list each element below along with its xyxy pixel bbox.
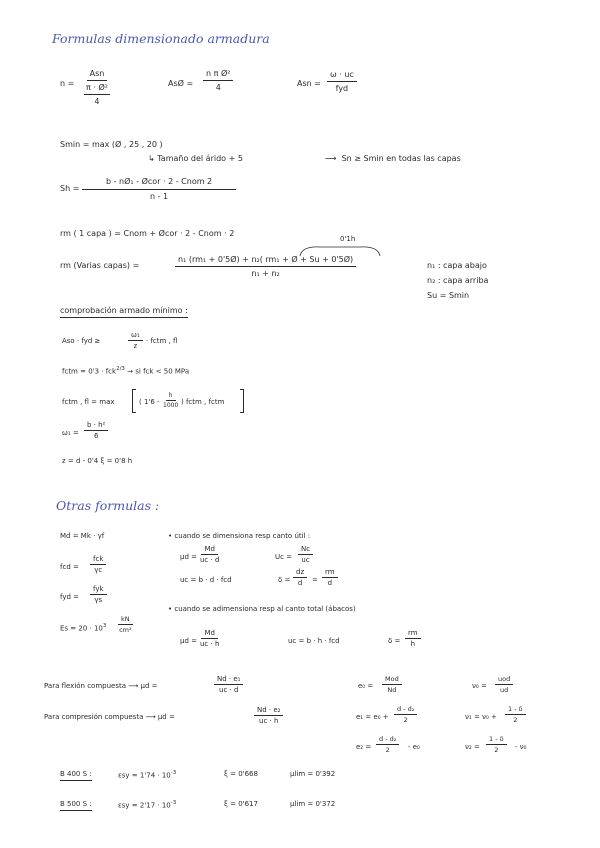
flex-l2-lhs: Para compresión compuesta ⟶ μd = (44, 713, 175, 721)
flex-l1-lhs: Para flexión compuesta ⟶ μd = (44, 682, 158, 690)
v0-fraction (495, 676, 513, 693)
md-eq: Md = Mk · γf (60, 532, 105, 540)
n-den-bottom: 4 (94, 97, 100, 106)
rm-multi-numerator: n₁ (rm₁ + 0'5Ø) + n₂( rm₁ + Ø + Su + 0'5Ø) (175, 256, 356, 267)
b500-label: B 500 S : (60, 801, 92, 811)
ud2-fraction (200, 630, 219, 648)
e2-rhs: - e₀ (408, 743, 420, 751)
v1-fraction (505, 706, 526, 723)
b500-eps (118, 801, 176, 809)
b500-eps-text: εsy = 2'17 · 10 (118, 801, 171, 810)
es-eq (60, 624, 106, 632)
ud-fraction (200, 546, 219, 564)
comp-l1-fraction (128, 332, 143, 350)
comp-l3-in-fraction (163, 393, 178, 409)
fcd-fraction (90, 556, 106, 574)
comp-l1-rhs: · fctm , fl (146, 337, 178, 345)
delta-fraction-2 (322, 569, 338, 587)
uc-bd-fcd: uc = b · d · fcd (180, 576, 232, 584)
sh-denominator: n - 1 (150, 192, 169, 201)
flex-l1-den: uc · d (219, 686, 239, 694)
fcd-den: γc (94, 566, 103, 574)
delta3-den: h (410, 640, 415, 648)
flex-l2-fraction (254, 707, 283, 725)
delta3-fraction (405, 630, 421, 648)
comp-l4-fraction (84, 422, 108, 440)
comp-l1-num: ω₁ (128, 332, 143, 341)
aso-numerator: n π Ø² (203, 70, 233, 81)
page-title: Formulas dimensionado armadura (52, 31, 270, 46)
fyd-fraction (90, 586, 107, 604)
uc-num: Nc (298, 546, 313, 555)
uc-fraction (298, 546, 313, 564)
fyd-den: γs (94, 596, 103, 604)
n-den-top: π · Ø² (84, 84, 110, 95)
otras-title: Otras formulas : (56, 498, 160, 513)
comp-l3-lhs: fctm , fl = max (62, 398, 115, 406)
flex-l1-num: Nd · e₁ (214, 676, 243, 685)
comp-l2-rest: → si fck < 50 MPa (127, 367, 190, 376)
e0-fraction (382, 676, 402, 693)
comp-l5: z = d - 0'4 ξ = 0'8 h (62, 457, 133, 465)
rm-over-label: 0'1h (340, 235, 356, 243)
ud2-lhs: μd = (180, 637, 197, 645)
rm-multi-lhs: rm (Varias capas) = (60, 261, 140, 270)
v2-lhs: ν₂ = (465, 743, 480, 751)
v1-num: 1 - δ (505, 706, 526, 715)
v2-den: 2 (494, 745, 499, 754)
v2-fraction (486, 736, 507, 753)
comp-l2-exp: 2/3 (116, 366, 125, 372)
uc-den: uc (301, 556, 310, 564)
b400-ulim: μlim = 0'392 (290, 770, 336, 778)
es-exp: 3 (102, 623, 107, 629)
e2-den: 2 (385, 745, 390, 754)
b400-eps-exp: -3 (170, 770, 177, 776)
e2-fraction (376, 736, 399, 753)
e1-fraction (394, 706, 417, 723)
rm-legend-2: n₂ : capa arriba (427, 276, 489, 285)
uc-lhs: Uc = (275, 553, 293, 561)
b400-label: B 400 S : (60, 771, 92, 781)
delta-eq: = (312, 576, 318, 584)
fyd-lhs: fyd = (60, 593, 80, 601)
comp-l1-den: z (133, 342, 138, 350)
flex-l2-num: Nd · e₂ (254, 707, 283, 716)
b400-eps-text: εsy = 1'74 · 10 (118, 771, 171, 780)
e1-den: 2 (403, 715, 408, 724)
b500-xi: ξ = 0'617 (224, 800, 258, 808)
comp-heading: comprobación armado mínimo : (60, 307, 188, 318)
e2-num: d - d₂ (376, 736, 399, 745)
es-text: Es = 20 · 10 (60, 624, 103, 633)
b500-ulim: μlim = 0'372 (290, 800, 336, 808)
rm-one-layer: rm ( 1 capa ) = Cnom + Øcor · 2 - Cnom · 2 (60, 229, 235, 238)
comp-l3-in-den: 1000 (163, 402, 179, 409)
comp-l3-bracket-right (240, 389, 244, 413)
aso-denominator: 4 (215, 83, 221, 92)
b400-xi: ξ = 0'668 (224, 770, 258, 778)
ud-lhs: μd = (180, 553, 197, 561)
fcd-lhs: fcd = (60, 563, 79, 571)
n-lhs: n = (60, 79, 75, 88)
es-unit-den: cm² (119, 625, 132, 634)
uc-bh-fcd: uc = b · h · fcd (288, 637, 340, 645)
comp-l1-lhs: Aso · fyd ≥ (62, 337, 101, 345)
ud-den: uc · d (200, 556, 220, 564)
sh-lhs: Sh = (60, 184, 80, 193)
comp-l3-in-b: ) fctm , fctm (181, 398, 225, 406)
delta-den-2: d (327, 579, 333, 587)
delta-lhs: δ = (278, 576, 291, 584)
comp-l3-in-a: ( 1'6 - (139, 398, 160, 406)
comp-l2 (62, 367, 189, 375)
aso-lhs: AsØ = (168, 79, 194, 88)
e0-lhs: e₀ = (358, 682, 374, 690)
e1-num: d - d₂ (394, 706, 417, 715)
delta-fraction-1 (293, 569, 307, 587)
b500-eps-exp: -3 (170, 800, 177, 806)
comp-l4-den: 6 (93, 432, 99, 440)
rm-legend-3: Su = Smin (427, 291, 470, 300)
asn-lhs: Asn = (297, 79, 321, 88)
asn-denominator: fyd (335, 84, 349, 93)
v0-num: uod (495, 676, 513, 685)
delta3-lhs: δ = (388, 637, 401, 645)
asn-numerator: ω · uc (327, 71, 357, 82)
flex-l1-fraction (214, 676, 243, 694)
n-numerator: Asn (87, 70, 108, 81)
rm-multi-denominator: n₁ + n₂ (251, 269, 280, 278)
delta-num-1: dz (293, 569, 307, 578)
long-arrow-icon: ⟶ (325, 154, 342, 163)
comp-l2-text: fctm = 0'3 · fck (62, 367, 117, 376)
e2-lhs: e₂ = (356, 743, 372, 751)
b400-eps (118, 771, 176, 779)
es-unit-fraction (118, 616, 133, 633)
rm-multi-fraction (175, 256, 356, 278)
delta-num-2: rm (322, 569, 338, 578)
fyd-num: fyk (90, 586, 107, 595)
comp-l4-lhs: ω₁ = (62, 429, 79, 437)
rm-legend-1: n₁ : capa abajo (427, 261, 487, 270)
fcd-num: fck (90, 556, 106, 565)
v1-lhs: ν₁ = ν₀ + (465, 713, 497, 721)
smin-line: Smin = max (Ø , 25 , 20 ) (60, 140, 163, 149)
sh-numerator: b - nØ₁ - Øcor · 2 - Cnom 2 (82, 178, 236, 190)
v1-den: 2 (513, 715, 518, 724)
e0-num: Mod (382, 676, 402, 685)
flex-l2-den: uc · h (259, 717, 279, 725)
bullet-canto-util: • cuando se dimensiona resp canto útil : (168, 532, 311, 540)
e0-den: Nd (387, 685, 397, 694)
ud-num: Md (201, 546, 217, 555)
delta3-num: rm (405, 630, 421, 639)
comp-l3-bracket-left (132, 389, 136, 413)
bullet-canto-total: • cuando se adimensiona resp al canto total (ábacos) (168, 605, 356, 613)
comp-l3-in-num: h (166, 393, 176, 401)
ud2-num: Md (201, 630, 217, 639)
smin-arrow-text: Sn ≥ Smin en todas las capas (341, 154, 461, 163)
delta-den-1: d (297, 579, 303, 587)
smin-arido: ↳ Tamaño del árido + 5 (148, 154, 243, 163)
e1-lhs: e₁ = e₀ + (356, 713, 389, 721)
v2-num: 1 - δ (486, 736, 507, 745)
ud2-den: uc · h (200, 640, 220, 648)
v0-den: ud (499, 685, 509, 694)
es-unit-num: kN (118, 616, 133, 625)
comp-l4-num: b · h² (84, 422, 108, 431)
v0-lhs: ν₀ = (472, 682, 487, 690)
v2-rhs: - ν₀ (515, 743, 527, 751)
